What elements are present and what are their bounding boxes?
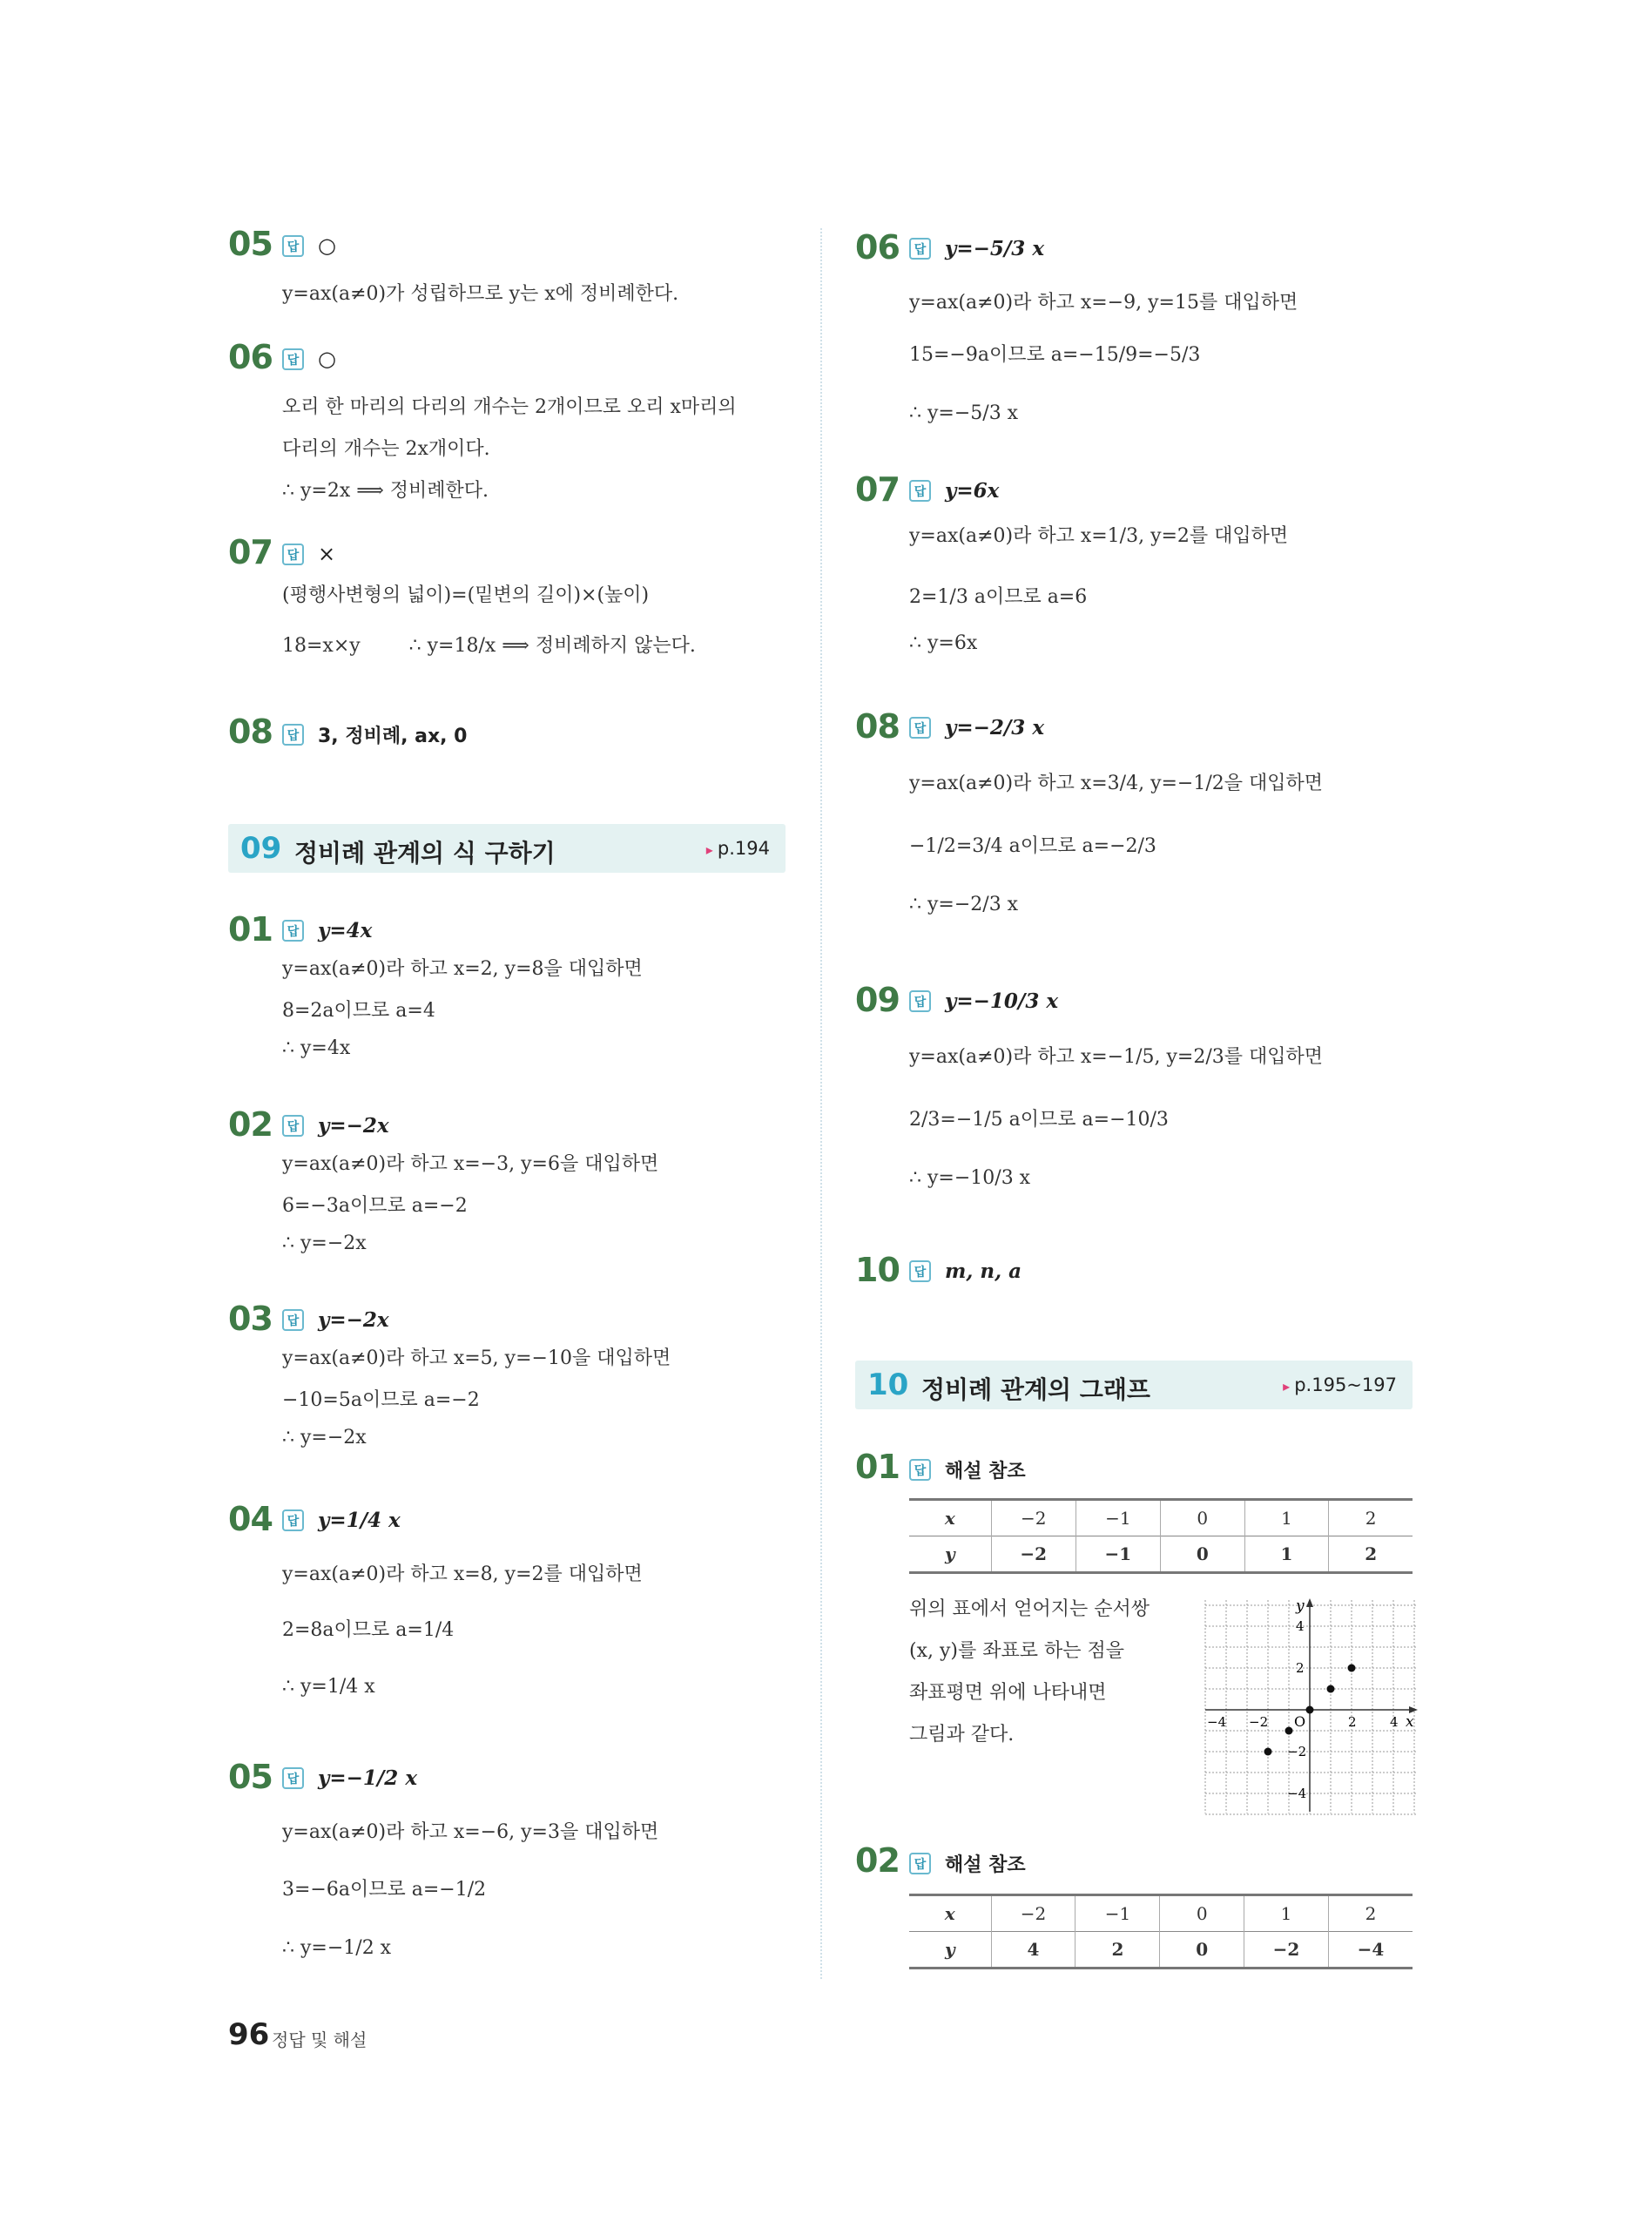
table-cell: −1 — [1075, 1536, 1160, 1573]
answer-badge: 답 — [909, 990, 931, 1012]
solution-line: 오리 한 마리의 다리의 개수는 2개이므로 오리 x마리의 — [282, 396, 737, 418]
answer-badge: 답 — [282, 348, 304, 370]
column-divider — [820, 228, 822, 1979]
solution-line: y=ax(a≠0)라 하고 x=−9, y=15를 대입하면 — [909, 292, 1298, 314]
solution-line: y=ax(a≠0)라 하고 x=2, y=8을 대입하면 — [282, 958, 643, 980]
table-cell: −2 — [1244, 1932, 1328, 1969]
answer-badge: 답 — [282, 920, 304, 942]
table-cell: 1 — [1244, 1536, 1329, 1573]
solution-line: ∴ y=2x ⟹ 정비례한다. — [282, 480, 489, 502]
y-axis-arrow — [1306, 1598, 1313, 1607]
problem-number: 04 — [228, 1500, 273, 1538]
graph-point — [1348, 1665, 1356, 1672]
solution-line: 3=−6a이므로 a=−1/2 — [282, 1879, 487, 1901]
explanation-line: 그림과 같다. — [909, 1724, 1015, 1746]
explanation-line: 위의 표에서 얻어지는 순서쌍 — [909, 1598, 1150, 1620]
value-table-01 — [909, 1498, 1413, 1574]
origin-label: O — [1294, 1713, 1306, 1730]
y-tick-label: 2 — [1296, 1660, 1305, 1676]
answer: y=−5/3 x — [945, 237, 1045, 260]
answer-badge: 답 — [909, 480, 931, 502]
table-header-x: x — [909, 1500, 991, 1536]
problem-number: 03 — [228, 1300, 273, 1338]
section-number: 10 — [867, 1367, 909, 1402]
solution-line: 6=−3a이므로 a=−2 — [282, 1195, 468, 1217]
solution-line: y=ax(a≠0)라 하고 x=−3, y=6을 대입하면 — [282, 1153, 659, 1175]
answer-badge: 답 — [909, 1853, 931, 1874]
section-title: 정비례 관계의 그래프 — [921, 1375, 1150, 1404]
problem-number: 07 — [228, 533, 273, 571]
problem-number: 01 — [855, 1448, 900, 1486]
table-cell: 1 — [1244, 1500, 1329, 1536]
section-number: 09 — [240, 831, 282, 866]
table-cell: 2 — [1075, 1932, 1160, 1969]
problem-number: 07 — [855, 470, 900, 509]
answer-badge: 답 — [282, 544, 304, 565]
y-tick-label: −2 — [1287, 1744, 1307, 1759]
answer-badge: 답 — [909, 1459, 931, 1481]
table-cell: −2 — [991, 1536, 1075, 1573]
solution-line: −1/2=3/4 a이므로 a=−2/3 — [909, 835, 1156, 857]
answer-badge: 답 — [282, 724, 304, 746]
answer-badge: 답 — [282, 1509, 304, 1531]
answer: ○ — [318, 233, 336, 258]
page-reference: ▸ p.195~197 — [1283, 1374, 1397, 1395]
table-cell: −4 — [1328, 1932, 1413, 1969]
table-header-y: y — [909, 1932, 991, 1969]
solution-line: y=ax(a≠0)라 하고 x=3/4, y=−1/2을 대입하면 — [909, 773, 1324, 794]
answer: y=−2/3 x — [945, 716, 1045, 739]
problem-number: 02 — [855, 1841, 900, 1880]
solution-line: 다리의 개수는 2x개이다. — [282, 438, 490, 460]
solution-line: ∴ y=−10/3 x — [909, 1167, 1031, 1189]
table-cell: −1 — [1075, 1500, 1160, 1536]
page-reference: ▸ p.194 — [706, 838, 770, 859]
problem-number: 06 — [855, 228, 900, 267]
solution-line: ∴ y=4x — [282, 1037, 351, 1059]
x-tick-label: 4 — [1390, 1714, 1399, 1730]
solution-line: ∴ y=−2x — [282, 1427, 367, 1449]
graph-point — [1306, 1706, 1314, 1714]
answer: 해설 참조 — [945, 1854, 1026, 1876]
solution-line: ∴ y=−5/3 x — [909, 402, 1019, 424]
answer: 3, 정비례, ax, 0 — [318, 726, 468, 747]
table-cell: 0 — [1160, 1500, 1244, 1536]
solution-line: 2=1/3 a이므로 a=6 — [909, 586, 1088, 608]
y-tick-label: −4 — [1287, 1786, 1307, 1801]
answer: y=4x — [318, 919, 373, 942]
table-cell: 0 — [1160, 1932, 1244, 1969]
coordinate-graph — [1204, 1596, 1419, 1815]
y-tick-label: 4 — [1296, 1618, 1305, 1634]
table-cell: 2 — [1329, 1536, 1413, 1573]
answer-badge: 답 — [282, 1309, 304, 1331]
table-cell: 4 — [991, 1932, 1075, 1969]
solution-line: 18=x×y ∴ y=18/x ⟹ 정비례하지 않는다. — [282, 635, 696, 657]
x-tick-label: 2 — [1348, 1714, 1357, 1730]
problem-number: 09 — [855, 981, 900, 1019]
problem-number: 06 — [228, 338, 273, 376]
value-table-02 — [909, 1894, 1413, 1969]
problem-number: 08 — [855, 707, 900, 746]
answer: 해설 참조 — [945, 1461, 1026, 1482]
solution-line: ∴ y=1/4 x — [282, 1676, 375, 1698]
solution-line: 15=−9a이므로 a=−15/9=−5/3 — [909, 344, 1201, 366]
section-header-10 — [855, 1361, 1413, 1409]
table-header-x: x — [909, 1895, 991, 1932]
problem-number: 05 — [228, 1758, 273, 1796]
solution-line: ∴ y=−2x — [282, 1232, 367, 1254]
graph-point — [1264, 1748, 1272, 1756]
problem-number: 01 — [228, 910, 273, 949]
table-cell: 2 — [1328, 1895, 1413, 1932]
answer: ○ — [318, 347, 336, 371]
table-cell: −2 — [991, 1895, 1075, 1932]
problem-number: 10 — [855, 1251, 900, 1289]
solution-line: (평행사변형의 넓이)=(밑변의 길이)×(높이) — [282, 584, 650, 606]
solution-line: ∴ y=−2/3 x — [909, 894, 1019, 915]
y-axis-label: y — [1296, 1597, 1305, 1615]
page-number: 96 — [228, 2017, 270, 2052]
answer: y=6x — [945, 479, 1000, 503]
x-tick-label: −4 — [1207, 1714, 1227, 1730]
explanation-line: 좌표평면 위에 나타내면 — [909, 1682, 1107, 1704]
problem-number: 08 — [228, 712, 273, 751]
x-tick-label: −2 — [1249, 1714, 1269, 1730]
table-cell: 0 — [1160, 1536, 1244, 1573]
answer: y=−10/3 x — [945, 989, 1059, 1013]
answer-badge: 답 — [282, 1115, 304, 1137]
solution-line: 2=8a이므로 a=1/4 — [282, 1619, 455, 1641]
table-cell: 1 — [1244, 1895, 1328, 1932]
solution-line: ∴ y=6x — [909, 632, 978, 654]
solution-line: y=ax(a≠0)라 하고 x=−6, y=3을 대입하면 — [282, 1821, 659, 1843]
solution-line: ∴ y=−1/2 x — [282, 1937, 392, 1959]
solution-line: y=ax(a≠0)라 하고 x=−1/5, y=2/3를 대입하면 — [909, 1046, 1324, 1068]
solution-line: 8=2a이므로 a=4 — [282, 1000, 435, 1022]
table-cell: 0 — [1160, 1895, 1244, 1932]
answer-badge: 답 — [909, 717, 931, 739]
answer: y=−1/2 x — [318, 1766, 418, 1790]
explanation-line: (x, y)를 좌표로 하는 점을 — [909, 1640, 1124, 1662]
graph-point — [1285, 1727, 1293, 1735]
solution-line: y=ax(a≠0)가 성립하므로 y는 x에 정비례한다. — [282, 283, 679, 305]
table-cell: 2 — [1329, 1500, 1413, 1536]
footer-label: 정답 및 해설 — [272, 2029, 367, 2050]
solution-line: y=ax(a≠0)라 하고 x=1/3, y=2를 대입하면 — [909, 525, 1289, 547]
answer-badge: 답 — [909, 238, 931, 260]
x-axis-arrow — [1409, 1706, 1418, 1713]
answer-badge: 답 — [282, 1767, 304, 1789]
table-cell: −1 — [1075, 1895, 1160, 1932]
solution-line: y=ax(a≠0)라 하고 x=8, y=2를 대입하면 — [282, 1563, 643, 1585]
graph-point — [1327, 1685, 1335, 1693]
table-cell: −2 — [991, 1500, 1075, 1536]
x-axis-label: x — [1406, 1713, 1414, 1731]
problem-number: 02 — [228, 1105, 273, 1144]
solution-line: 2/3=−1/5 a이므로 a=−10/3 — [909, 1109, 1169, 1131]
answer: y=1/4 x — [318, 1509, 401, 1532]
answer: y=−2x — [318, 1114, 389, 1138]
section-title: 정비례 관계의 식 구하기 — [294, 839, 556, 868]
answer: × — [318, 542, 336, 566]
answer-badge: 답 — [282, 235, 304, 257]
problem-number: 05 — [228, 225, 273, 263]
solution-line: y=ax(a≠0)라 하고 x=5, y=−10을 대입하면 — [282, 1347, 671, 1369]
table-header-y: y — [909, 1536, 991, 1573]
answer: m, n, a — [945, 1259, 1022, 1283]
solution-line: −10=5a이므로 a=−2 — [282, 1389, 480, 1411]
answer: y=−2x — [318, 1308, 389, 1332]
answer-badge: 답 — [909, 1260, 931, 1282]
section-header-09 — [228, 824, 786, 873]
